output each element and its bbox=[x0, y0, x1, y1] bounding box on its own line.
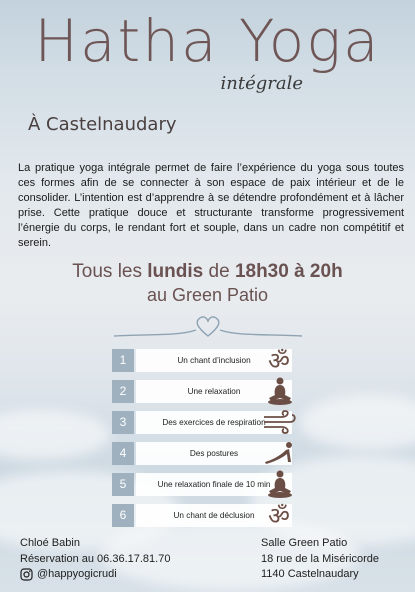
svg-text:ॐ: ॐ bbox=[268, 502, 290, 530]
venue-name: Salle Green Patio bbox=[261, 537, 348, 549]
location-heading: À Castelnaudary bbox=[28, 114, 177, 135]
instagram-label: @happyogicrudi bbox=[37, 568, 117, 580]
step-number: 1 bbox=[112, 349, 134, 372]
schedule-time: 18h30 à 20h bbox=[234, 261, 343, 282]
list-item bbox=[112, 442, 292, 465]
heart-divider-icon bbox=[110, 312, 306, 342]
step-number: 6 bbox=[112, 504, 134, 527]
schedule-middle: de bbox=[208, 261, 230, 282]
pose-icon bbox=[262, 438, 298, 468]
step-number: 3 bbox=[112, 411, 134, 434]
step-number: 4 bbox=[112, 442, 134, 465]
list-item bbox=[112, 380, 292, 403]
list-item bbox=[112, 502, 292, 530]
schedule-prefix: Tous les bbox=[72, 261, 142, 282]
schedule-line bbox=[0, 261, 415, 283]
svg-text:ॐ: ॐ bbox=[268, 347, 290, 375]
step-number: 5 bbox=[112, 473, 134, 496]
step-label: Un chant de déclusion bbox=[136, 504, 292, 527]
instagram-handle[interactable] bbox=[20, 567, 117, 583]
list-item bbox=[112, 411, 292, 434]
breath-icon bbox=[262, 407, 298, 437]
reservation-phone: Réservation au 06.36.17.81.70 bbox=[20, 552, 171, 565]
footer-contact bbox=[20, 536, 170, 587]
list-item bbox=[112, 473, 292, 496]
footer-venue bbox=[261, 536, 379, 583]
meditation-icon bbox=[262, 469, 298, 499]
step-label: Un chant d’inclusion bbox=[136, 349, 292, 372]
step-label: Une relaxation finale de 10 min bbox=[136, 473, 292, 496]
intro-paragraph: La pratique yoga intégrale permet de faire l’expérience du yoga sous toutes ces formes afin de se connecter à son espace de paix intérieur et de le consolider. L’intention est d’apprendre à se détendre profondément et à lâcher prise. Cette pratique douce et structurante transforme progressivement l’énergie du corps, le rendant fort et souple, dans un cadre non compétitif et serein. bbox=[18, 162, 404, 249]
page-subtitle: intégrale bbox=[220, 73, 303, 94]
schedule-day: lundis bbox=[147, 261, 204, 282]
page-title: Hatha Yoga bbox=[34, 7, 381, 75]
step-number: 2 bbox=[112, 380, 134, 403]
schedule-place: au Green Patio bbox=[146, 285, 269, 305]
step-label: Des exercices de respiration bbox=[136, 411, 292, 434]
venue-address: 18 rue de la Miséricorde bbox=[261, 552, 380, 565]
om-icon bbox=[262, 500, 298, 530]
list-item bbox=[112, 347, 292, 375]
step-label: Une relaxation bbox=[136, 380, 292, 403]
venue-city: 1140 Castelnaudary bbox=[261, 568, 359, 580]
om-icon bbox=[262, 345, 298, 375]
step-label: Des postures bbox=[136, 442, 292, 465]
meditation-icon bbox=[262, 376, 298, 406]
contact-name: Chloé Babin bbox=[20, 537, 80, 549]
instagram-icon bbox=[20, 568, 33, 581]
